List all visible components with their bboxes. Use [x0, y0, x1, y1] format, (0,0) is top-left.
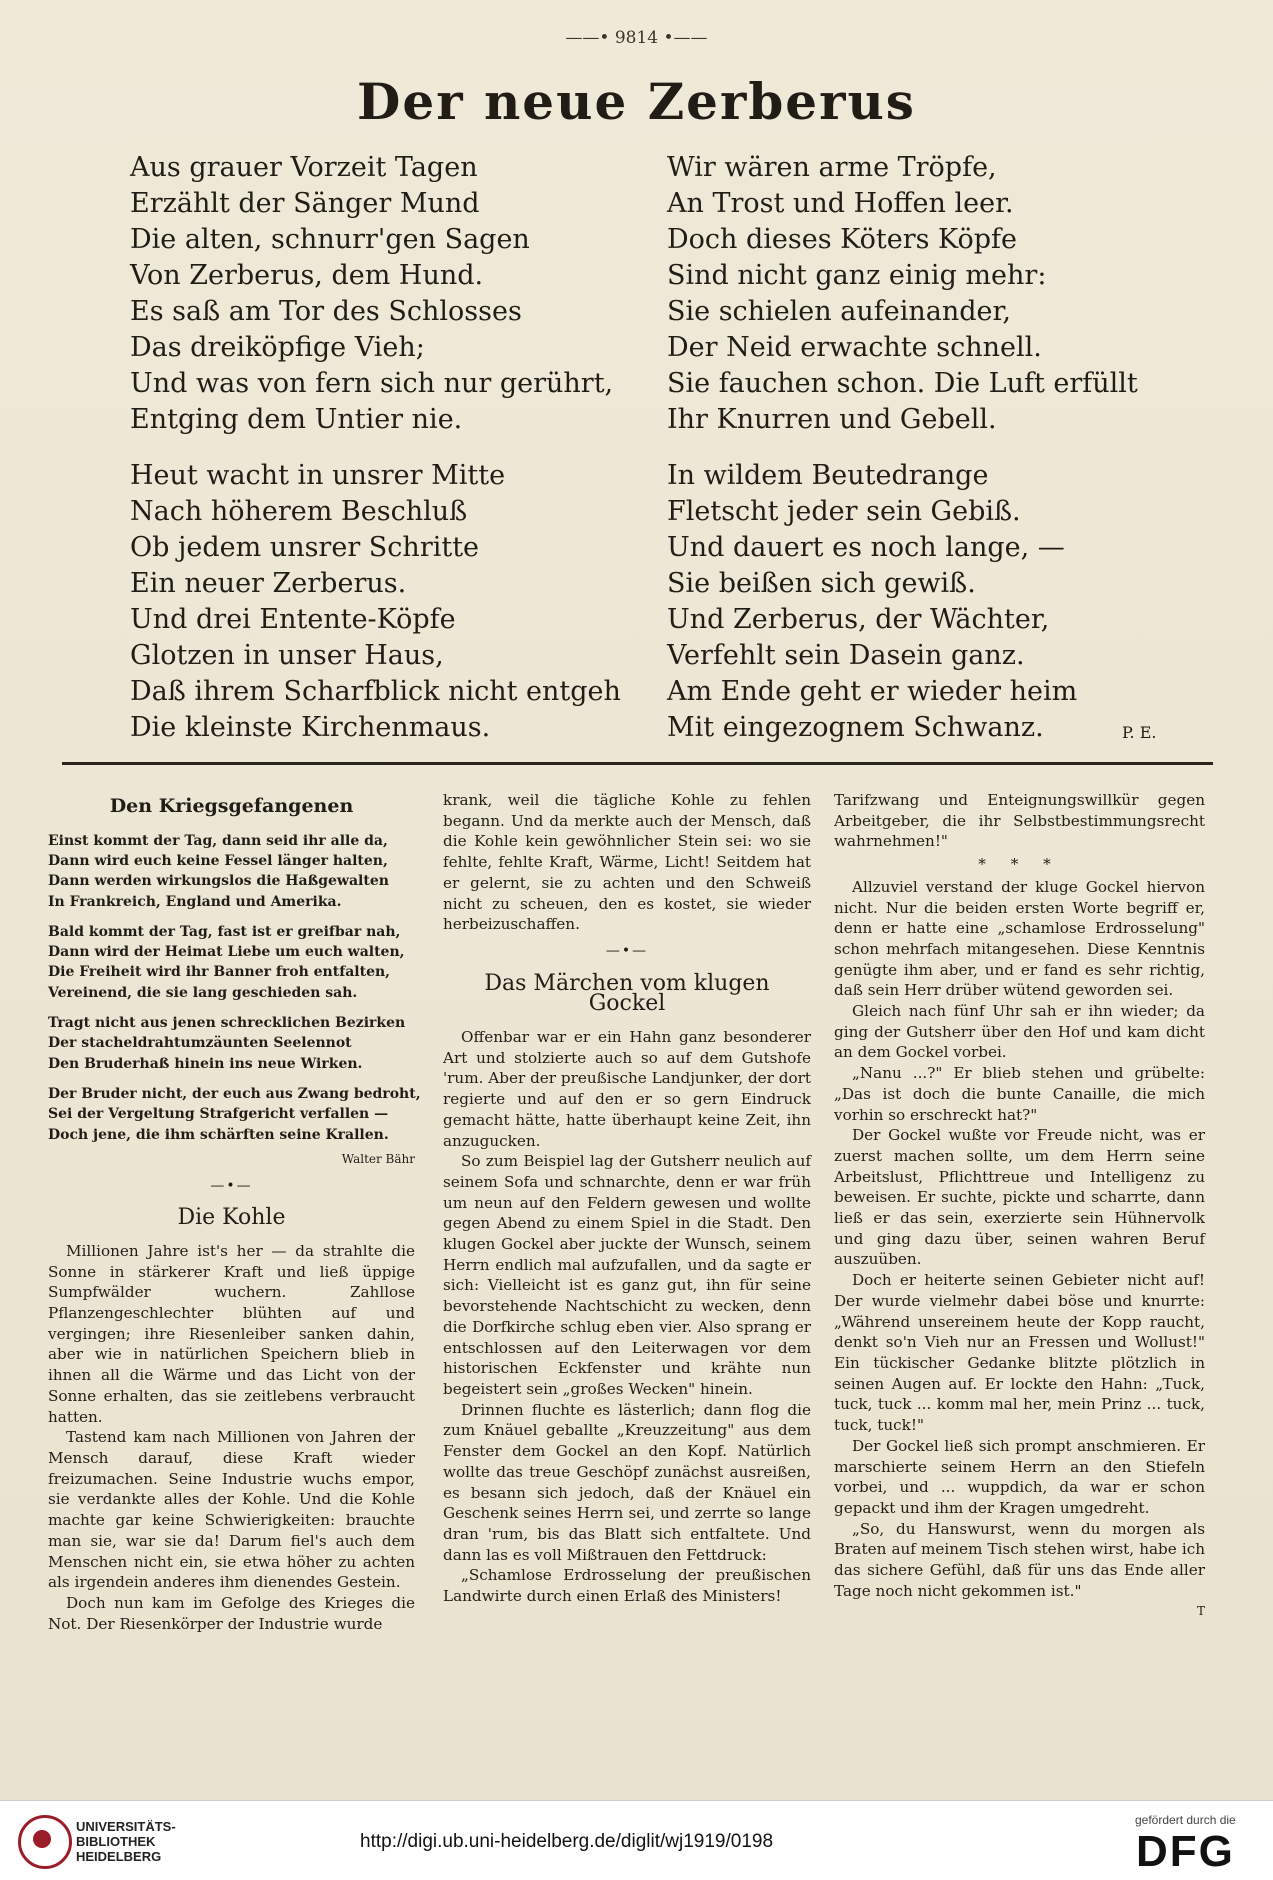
article-signature: T — [1196, 1604, 1205, 1619]
verse-stanza — [130, 458, 640, 746]
verse-line: Sie beißen sich gewiß. — [667, 568, 976, 599]
poem-title: Der neue Zerberus — [357, 72, 916, 131]
verse-stanza — [130, 150, 640, 438]
verse-line: An Trost und Hoffen leer. — [667, 188, 1014, 219]
column-1 — [48, 790, 421, 1634]
verse-line: In wildem Beutedrange — [667, 460, 989, 491]
verse-line: Entging dem Untier nie. — [130, 404, 463, 435]
paragraph: Gleich nach fünf Uhr sah er ihn wieder; da ging der Gutsherr über den Hof und kam dicht an dem Gockel vorbei. — [834, 1002, 1205, 1062]
verse-line: Wir wären arme Tröpfe, — [667, 152, 997, 183]
poem-stanza — [48, 922, 415, 1003]
heading-kriegsgefangenen: Den Kriegsgefangenen — [109, 795, 354, 817]
article-kohle-continued — [443, 790, 811, 935]
verse-line: Sie schielen aufeinander, — [667, 296, 1012, 327]
article-maerchen-continued — [834, 877, 1205, 1602]
verse-line: Fletscht jeder sein Gebiß. — [667, 496, 1021, 527]
verse-line: Von Zerberus, dem Hund. — [130, 260, 484, 291]
article-maerchen — [443, 1027, 811, 1607]
verse-line: Ihr Knurren und Gebell. — [667, 404, 997, 435]
verse-line: Und Zerberus, der Wächter, — [667, 604, 1050, 635]
poem-stanza — [48, 831, 415, 912]
asterism: * * * — [978, 855, 1061, 874]
verse-line: Und dauert es noch lange, — — [667, 532, 1065, 563]
paragraph: „So, du Hanswurst, wenn du morgen als Braten auf meinem Tisch stehen wirst, habe ich das sichere Gefühl, daß für uns das Ende aller Tage noch nicht gekommen ist." — [834, 1519, 1205, 1600]
paragraph: krank, weil die tägliche Kohle zu fehlen begann. Und da merkte auch der Mensch, daß die Kohle kein gewöhnlicher Stein sei: wo sie fehlte, fehlte Kraft, Wärme, Licht! Seitdem hat er gelernt, sie zu achten und den Schweiß nicht zu scheuen, den es kostet, sie wieder herbeizuschaffen. — [443, 791, 811, 934]
library-name — [76, 1819, 176, 1864]
verse-line: Und drei Entente-Köpfe — [130, 604, 456, 635]
verse-column-left — [130, 150, 640, 766]
verse-line: Und was von fern sich nur gerührt, — [130, 368, 614, 399]
paragraph: Offenbar war er ein Hahn ganz besonderer Art und stolzierte auch so auf dem Gutshofe 'rum. Aber der preußische Landjunker, der dort regierte und auf den er so gern Eindruck gemacht hätte, hatte überhaupt keine Zeit, ihn anzugucken. — [443, 1028, 811, 1150]
verse-line: Aus grauer Vorzeit Tagen — [130, 152, 478, 183]
paragraph: Millionen Jahre ist's her — da strahlte die Sonne in stärkerer Kraft und ließ üppige Sumpfwälder wuchern. Zahllose Pflanzengeschlechter blühten auf und vergingen; ihre Riesenleiber sanken dahin, aber wie in natürlichen Speichern blieb in ihnen all die Wärme und das Licht von der Sonne erhalten, das sie zeitlebens verbraucht hatten. — [48, 1241, 415, 1426]
poem-line: Der stacheldrahtumzäunten Seelennot — [48, 1035, 352, 1052]
paragraph: Drinnen fluchte es lästerlich; dann flog die zum Knäuel geballte „Kreuzzeitung" aus dem Fenster dem Gockel an den Kopf. Natürlich wollte das treue Geschöpf zunächst ausreißen, es besann sich jedoch, daß der Knäuel ein Geschenk seines Herrn sei, und zerrte so lange dran 'rum, bis das Blatt sich entfaltete. Und dann las es voll Mißtrauen den Fettdruck: — [443, 1400, 811, 1564]
verse-line: Am Ende geht er wieder heim — [667, 676, 1078, 707]
poem-line: Dann werden wirkungslos die Haßgewalten — [48, 873, 389, 890]
permalink-url[interactable]: http://digi.ub.uni-heidelberg.de/diglit/wj1919/0198 — [360, 1831, 774, 1852]
verse-line: Die kleinste Kirchenmaus. — [130, 712, 491, 743]
verse-line: Mit eingezognem Schwanz. — [667, 712, 1044, 743]
section-divider — [62, 762, 1213, 765]
paragraph: Doch nun kam im Gefolge des Krieges die Not. Der Riesenkörper der Industrie wurde — [48, 1593, 415, 1633]
page-number-value: 9814 — [614, 28, 659, 48]
heading-kohle: Die Kohle — [177, 1205, 286, 1231]
paragraph: Der Gockel wußte vor Freude nicht, was er zuerst machen sollte, um dem Herrn seine Arbeitslust, Pflichttreue und Intelligenz zu beweisen. Er suchte, pickte und scharrte, dann ließ er das sein, exerzierte sein Hühnervolk und ging dazu über, seinen wahren Beruf auszuüben. — [834, 1126, 1205, 1269]
poem-line: Doch jene, die ihm schärften seine Krallen. — [48, 1126, 389, 1143]
poem-line: Die Freiheit wird ihr Banner froh entfalten, — [48, 964, 391, 981]
separator: —•— — [210, 1177, 253, 1194]
verse-line: Glotzen in unser Haus, — [130, 640, 444, 671]
poem-line: Sei der Vergeltung Strafgericht verfallen — — [48, 1106, 389, 1123]
paragraph: Allzuviel verstand der kluge Gockel hiervon nicht. Nur die beiden ersten Worte begriff er, denn er hatte eine „schamlose Erdrosselung" schon mehrfach mitangesehen. Diese Kenntnis genügte ihm aber, und er fand es sehr richtig, daß sein Herr drüber wütend geworden sei. — [834, 877, 1205, 1000]
funded-by-label: gefördert durch die — [1135, 1813, 1236, 1827]
poem-line: Tragt nicht aus jenen schrecklichen Bezirken — [48, 1015, 406, 1032]
poem-line: Vereinend, die sie lang geschieden sah. — [48, 984, 358, 1001]
article-kohle — [48, 1241, 415, 1634]
paragraph: Tastend kam nach Millionen von Jahren der Mensch darauf, diese Kraft wieder freizumachen. Seine Industrie wuchs empor, sie verdankte alles der Kohle. Und die Kohle machte gar keine Schwierigkeiten: brauchte man sie, war sie da! Darum fiel's auch dem Menschen nicht ein, sie etwa höher zu achten als irgendein anderes ihm dienendes Gestein. — [48, 1428, 415, 1592]
poem-stanza — [48, 1013, 415, 1074]
paragraph: Doch er heiterte seinen Gebieter nicht auf! Der wurde vielmehr dabei böse und knurrte: „Während unsereinem heute der Kopp raucht, denkt so'n Vieh nur an Fressen und Wollust!" Ein tückischer Gedanke blitzte plötzlich in seinen Augen auf. Er lockte den Hahn: „Tuck, tuck, tuck ... komm mal her, mein Prinz ... tuck, tuck, tuck!" — [834, 1271, 1205, 1435]
heading-maerchen: Das Märchen vom klugen Gockel — [484, 970, 770, 1017]
verse-line: Das dreiköpfige Vieh; — [130, 332, 425, 363]
poem-author: Walter Bähr — [341, 1151, 415, 1166]
verse-line: Ein neuer Zerberus. — [130, 568, 407, 599]
verse-stanza — [667, 458, 1177, 746]
footer-bar — [0, 1800, 1273, 1880]
dfg-logo: DFG — [1136, 1827, 1235, 1876]
verse-line: Die alten, schnurr'gen Sagen — [130, 224, 530, 255]
separator: —•— — [605, 942, 649, 959]
paragraph: Der Gockel ließ sich prompt anschmieren. Er marschierte seinem Herrn an den Stiefeln vorbei, und ... wuppdich, da war er schon gepackt und ihm der Kragen umgedreht. — [834, 1436, 1205, 1517]
poem-line: Einst kommt der Tag, dann seid ihr alle da, — [48, 832, 388, 849]
paragraph: So zum Beispiel lag der Gutsherr neulich auf seinem Sofa und schnarchte, denn er war früh um neun auf den Feldern gewesen und wollte gegen Abend zu einem Spiel in die Stadt. Den klugen Gockel aber juckte der Wunsch, seinem Herrn endlich mal aufzufallen, und da sagte er sich: Vielleicht ist es ganz gut, ihn für seine bevorstehende Nachtschicht zu wecken, denn die Dorfkirche schlug eben vier. Also sprang er entschlossen auf den Leiterwagen vor dem historischen Eckfenster und krähte nun begeistert sein „großes Wecken" hinein. — [443, 1152, 811, 1398]
poem-line: Dann wird euch keine Fessel länger halten, — [48, 853, 388, 869]
verse-line: Sind nicht ganz einig mehr: — [667, 260, 1047, 291]
column-2 — [443, 790, 811, 1607]
library-line-1: UNIVERSITÄTS- — [76, 1819, 176, 1834]
verse-line: Verfehlt sein Dasein ganz. — [667, 640, 1025, 671]
poem-line: In Frankreich, England und Amerika. — [48, 893, 342, 910]
verse-line: Sie fauchen schon. Die Luft erfüllt — [667, 368, 1138, 399]
paragraph: „Schamlose Erdrosselung der preußischen Landwirte durch einen Erlaß des Ministers! — [443, 1566, 811, 1606]
verse-line: Heut wacht in unsrer Mitte — [130, 460, 506, 491]
verse-line: Daß ihrem Scharfblick nicht entgeh — [130, 676, 621, 707]
library-line-3: HEIDELBERG — [76, 1849, 162, 1864]
poem-line: Den Bruderhaß hinein ins neue Wirken. — [48, 1055, 363, 1072]
poem-line: Bald kommt der Tag, fast ist er greifbar nah, — [48, 923, 401, 940]
article-maerchen-quote — [834, 790, 1205, 852]
verse-line: Doch dieses Köters Köpfe — [667, 224, 1017, 255]
page-number: ——• 9814 •—— — [565, 28, 708, 48]
verse-line: Der Neid erwachte schnell. — [667, 332, 1042, 363]
verse-line: Es saß am Tor des Schlosses — [130, 296, 522, 327]
verse-stanza — [667, 150, 1177, 438]
university-logo-icon — [18, 1815, 72, 1869]
paragraph: „Nanu ...?" Er blieb stehen und grübelte: „Das ist doch die bunte Canaille, die mich vorhin so erschreckt hat?" — [834, 1064, 1205, 1124]
poem-stanza — [48, 1084, 421, 1145]
verse-column-right — [667, 150, 1177, 766]
verse-line: Erzählt der Sänger Mund — [130, 188, 480, 219]
verse-line: Ob jedem unsrer Schritte — [130, 532, 480, 563]
paragraph: Tarifzwang und Enteignungswillkür gegen Arbeitgeber, die ihr Selbstbestimmungsrecht wahrnehmen!" — [834, 791, 1205, 851]
column-3 — [834, 790, 1205, 1622]
poem-kriegsgefangenen — [48, 831, 421, 1145]
poem-signature: P. E. — [1122, 723, 1157, 742]
verse-line: Nach höherem Beschluß — [130, 496, 468, 527]
library-line-2: BIBLIOTHEK — [76, 1834, 156, 1849]
poem-line: Dann wird der Heimat Liebe um euch walten, — [48, 944, 405, 961]
poem-line: Der Bruder nicht, der euch aus Zwang bedroht, — [48, 1085, 421, 1102]
